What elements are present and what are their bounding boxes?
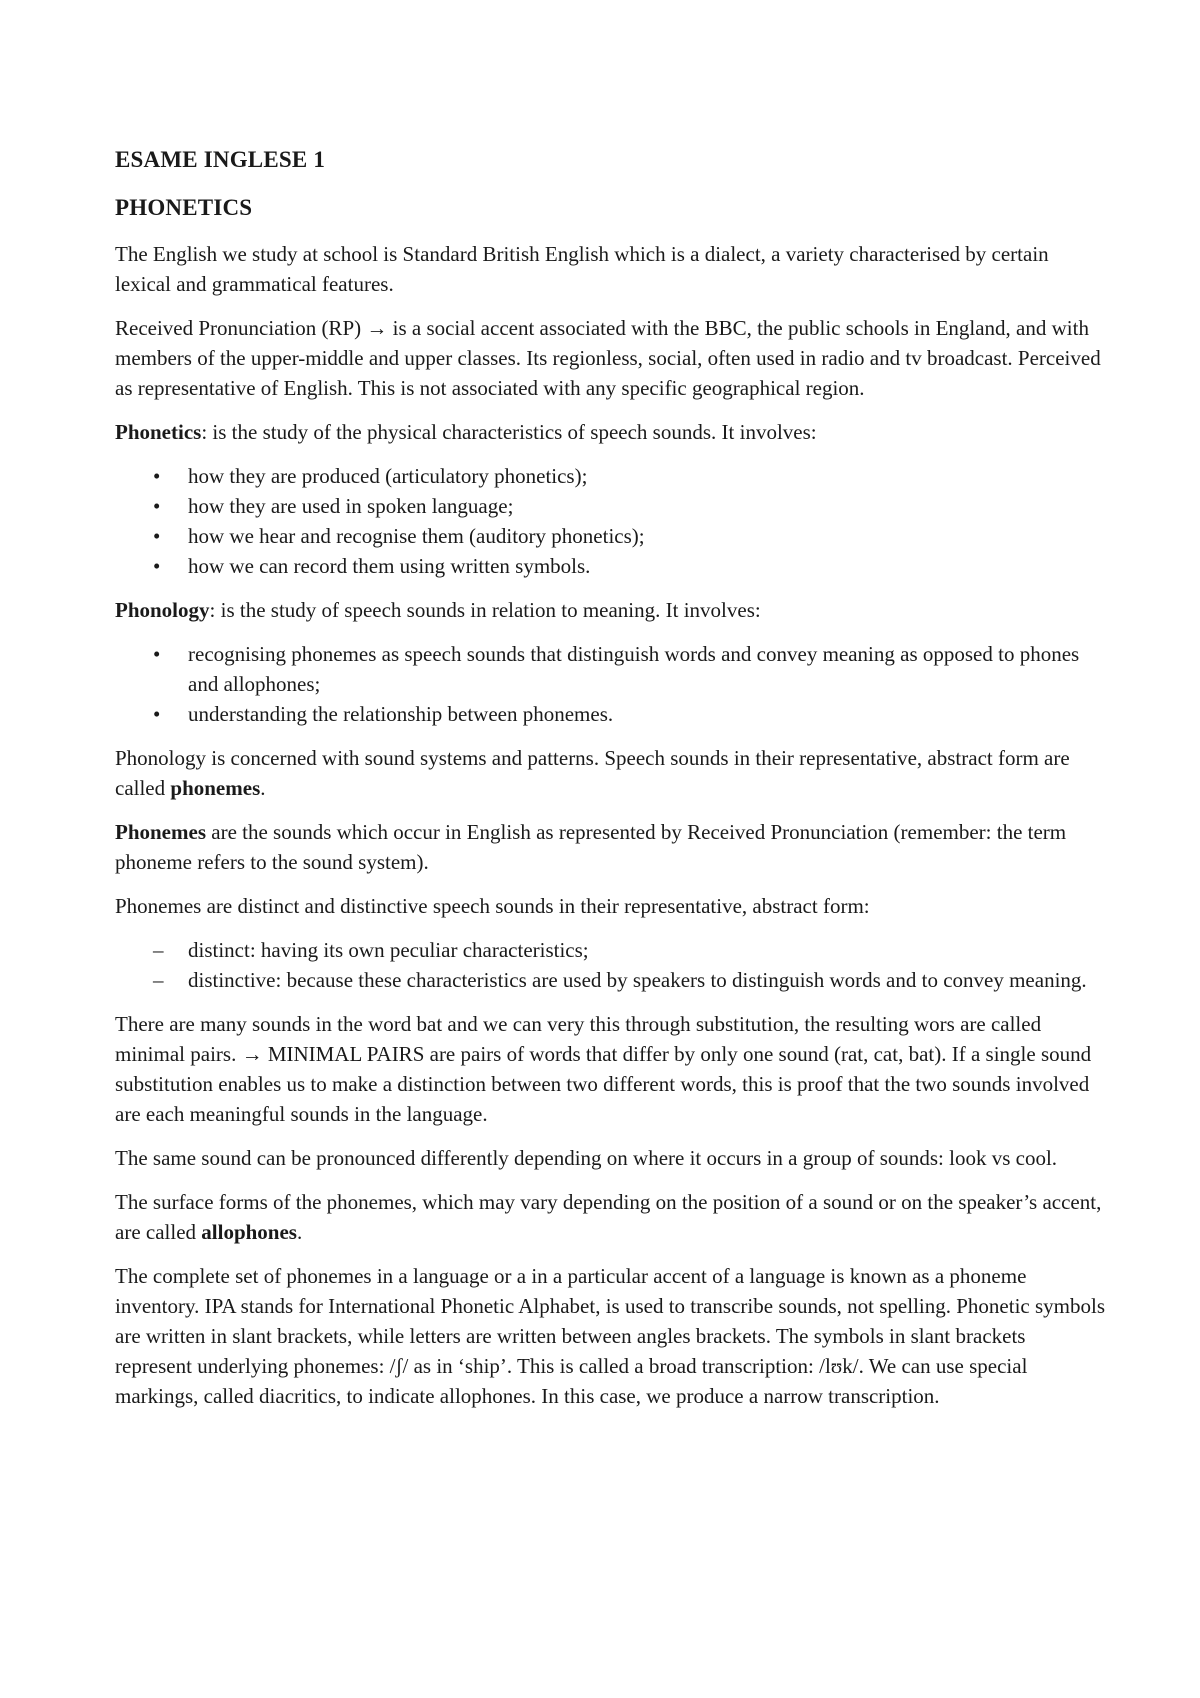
list-item: [115, 965, 1105, 995]
list-item-text: how we can record them using written symbols.: [188, 554, 591, 578]
phonology-paragraph-text: Phonology is concerned with sound systems and patterns. Speech sounds in their representative, abstract form are called: [115, 746, 1070, 800]
allophones-paragraph: [115, 1187, 1105, 1247]
rp-paragraph: Received Pronunciation (RP) → is a social accent associated with the BBC, the public schools in England, and with members of the upper-middle and upper classes. Its regionless, social, often used in radio and tv broadcast. Perceived as representative of English. This is not associated with any specific geographical region.: [115, 316, 1101, 400]
distinct-intro: Phonemes are distinct and distinctive speech sounds in their representative, abstract form:: [115, 894, 870, 918]
phonetics-definition: [115, 417, 1105, 447]
intro-paragraph: The English we study at school is Standard British English which is a dialect, a variety characterised by certain lexical and grammatical features.: [115, 242, 1049, 296]
inventory-paragraph: The complete set of phonemes in a language or a in a particular accent of a language is known as a phoneme inventory. IPA stands for International Phonetic Alphabet, is used to transcribe sounds, not spelling. Phonetic symbols are written in slant brackets, while letters are written between angles brackets. The symbols in slant brackets represent underlying phonemes: /ʃ/ as in ‘ship’. This is called a broad transcription: /lʊk/. We can use special markings, called diacritics, to indicate allophones. In this case, we produce a narrow transcription.: [115, 1264, 1106, 1408]
phonemes-paragraph: [115, 817, 1105, 877]
list-item-text: distinct: having its own peculiar characteristics;: [188, 938, 589, 962]
phonology-term: Phonology: [115, 598, 210, 622]
list-item: [115, 461, 1105, 491]
same-sound-paragraph: The same sound can be pronounced differently depending on where it occurs in a group of sounds: look vs cool.: [115, 1146, 1058, 1170]
list-item-text: recognising phonemes as speech sounds that distinguish words and convey meaning as opposed to phones and allophones;: [188, 642, 1080, 696]
bullet-marker: •: [153, 642, 161, 666]
phonetics-definition-text: : is the study of the physical characteristics of speech sounds. It involves:: [201, 420, 817, 444]
phonemes-term: phonemes: [170, 776, 261, 800]
list-item-text: understanding the relationship between phonemes.: [188, 702, 614, 726]
bullet-marker: •: [153, 524, 161, 548]
phonemes-term: Phonemes: [115, 820, 206, 844]
list-item: [115, 935, 1105, 965]
list-item-text: how they are used in spoken language;: [188, 494, 514, 518]
phonology-paragraph: [115, 743, 1105, 803]
phonemes-paragraph-text: are the sounds which occur in English as represented by Received Pronunciation (remember: the term phoneme refers to the sound system).: [115, 820, 1067, 874]
period: .: [260, 776, 266, 800]
phonology-definition-text: : is the study of speech sounds in relation to meaning. It involves:: [209, 598, 761, 622]
minimal-pairs-paragraph: There are many sounds in the word bat and we can very this through substitution, the resulting wors are called minimal pairs. → MINIMAL PAIRS are pairs of words that differ by only one sound (rat, cat, bat). If a single sound substitution enables us to make a distinction between two different words, this is proof that the two sounds involved are each meaningful sounds in the language.: [115, 1012, 1092, 1126]
list-item-text: how we hear and recognise them (auditory phonetics);: [188, 524, 645, 548]
phonetics-term: Phonetics: [115, 420, 202, 444]
list-item-text: distinctive: because these characteristics are used by speakers to distinguish words and to convey meaning.: [188, 968, 1087, 992]
list-item: [115, 491, 1105, 521]
section-heading: PHONETICS: [115, 195, 253, 220]
bullet-marker: •: [153, 554, 161, 578]
list-item: [115, 699, 1105, 729]
list-item-text: how they are produced (articulatory phonetics);: [188, 464, 588, 488]
allophones-paragraph-text: The surface forms of the phonemes, which may vary depending on the position of a sound or on the speaker’s accent, are called: [115, 1190, 1102, 1244]
document-page: [115, 145, 1105, 1425]
allophones-term: allophones: [201, 1220, 297, 1244]
phonetics-list: [115, 461, 1105, 581]
bullet-marker: •: [153, 702, 161, 726]
list-item: [115, 521, 1105, 551]
period: .: [296, 1220, 303, 1244]
dash-marker: –: [153, 968, 164, 992]
phonology-list: [115, 639, 1105, 729]
list-item: [115, 551, 1105, 581]
list-item: [115, 639, 1105, 699]
phonology-definition: [115, 595, 1105, 625]
distinct-list: [115, 935, 1105, 995]
bullet-marker: •: [153, 464, 161, 488]
bullet-marker: •: [153, 494, 161, 518]
document-title: ESAME INGLESE 1: [115, 147, 326, 172]
dash-marker: –: [153, 938, 164, 962]
